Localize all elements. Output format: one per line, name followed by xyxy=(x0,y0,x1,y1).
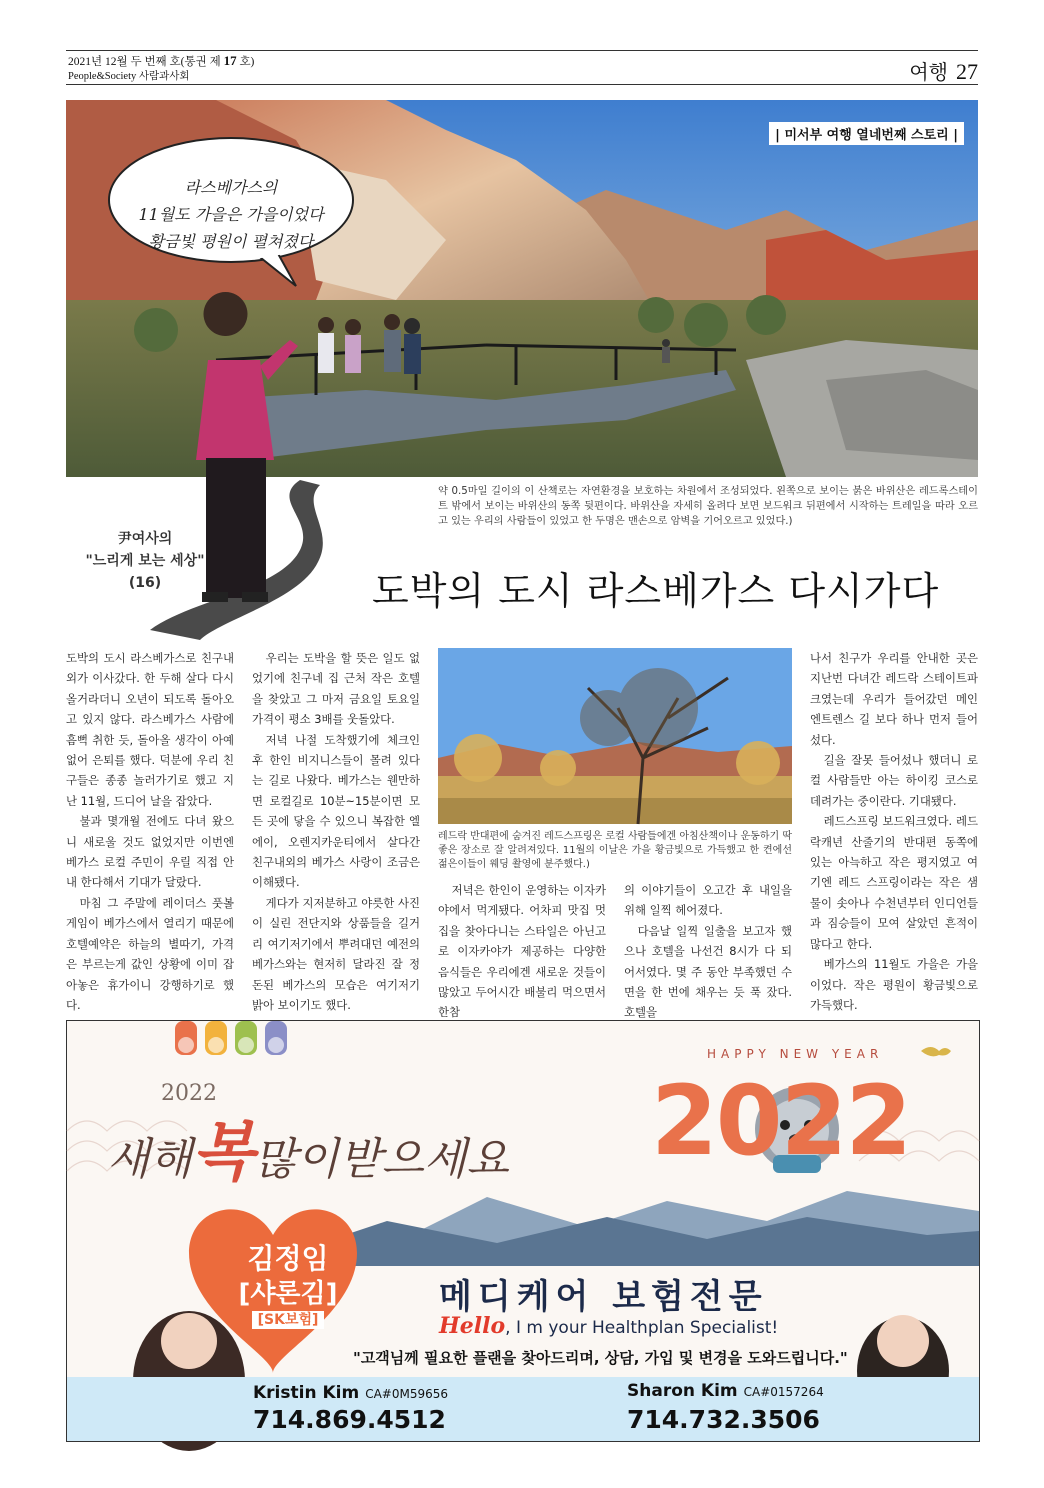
agent2-name: Sharon Kim CA#0157264 xyxy=(627,1381,824,1401)
article-column-1: 도박의 도시 라스베가스로 친구내외가 이사갔다. 한 두해 살다 다시 올거라더니 오년이 되도록 돌아오고 있지 않다. 라스베가스 사람에 흠뻑 취한 듯, 돌아올 생각이 아예 없어 은퇴를 했다. 덕분에 우리 친구들은 종종 놀러가기로 했고 지난 11월, 드디어 날을 잡았다. 불과 몇개월 전에도 다녀 왔으니 새로울 것도 없었지만 이번엔 베가스 로컬 주민이 우릴 직접 안내 한다해서 기대가 달랐다. 마침 그 주말에 레이더스 풋볼게임이 베가스에서 열리기 때문에 호텔예약은 하늘의 별따기, 가격은 부르는게 값인 상황에 이미 잡아놓은 휴가이니 강행하기로 했다. xyxy=(66,651,234,1012)
agent1-phone: 714.869.4512 xyxy=(253,1405,446,1434)
brand-line: People&Society 사람과사회 xyxy=(68,71,190,82)
header-top-rule xyxy=(66,50,978,51)
agent-heart-badge: 김정임 [샤론김] [SK보험] xyxy=(238,1242,338,1328)
article-column-3: 저녁은 한인이 운영하는 이자카야에서 먹게됐다. 어차피 맛집 멋집을 찾아다니는 스타일은 아닌고로 이자카야가 제공하는 다양한 음식들은 우리에겐 새로운 것들이 많았고 두어시간 배불리 먹으면서 한참 xyxy=(438,883,606,1020)
article-headline: 도박의 도시 라스베가스 다시가다 xyxy=(372,569,940,613)
bubble-line-1: 라스베가스의 xyxy=(184,178,278,197)
page-number: 27 xyxy=(956,59,978,84)
agent1-name: Kristin Kim CA#0M59656 xyxy=(253,1383,449,1403)
article-column-5: 나서 친구가 우리를 안내한 곳은 지난번 다녀간 레드락 스테이트파크였는데 우리가 들어갔던 메인 엔트렌스 길 보다 하나 먼저 들어섰다. 길을 잘못 들어섰나 했더니 로컬 사람들만 아는 하이킹 코스로 데려가는 중이란다. 기대됐다. 레드스프링 보드워크였다. 레드락캐년 산줄기의 반대편 동쪽에 있는 아늑하고 작은 평지였고 여기엔 레드 스프링이라는 작은 샘물이 솟아나 수천년부터 인디언들과 짐승들이 모여 살았던 흔적이 많다고 한다. 베가스의 11월도 가을은 가을이었다. 작은 평원이 황금빛으로 가득했다. xyxy=(810,651,978,1012)
medicare-headline: 메디케어 보험전문 xyxy=(439,1277,768,1317)
contact-band xyxy=(67,1377,979,1441)
header-bottom-rule xyxy=(66,84,978,85)
article-column-2: 우리는 도박을 할 뜻은 일도 없었기에 친구네 집 근처 작은 호텔을 찾았고 그 마저 금요일 토요일 가격이 평소 3배를 웃돌았다. 저녁 나절 도착했기에 체크인 후 한인 비지니스들이 몰려 있다는 길로 나왔다. 베가스는 웬만하면 로컬길로 10분~15분이면 모든 곳에 닿을 수 있으니 복잡한 엘에이, 오렌지카운티에서 살다간 친구내외의 베가스 사랑이 조금은 이해됐다. 게다가 지저분하고 야릇한 사진이 실린 전단지와 상품들을 길거리 여기저기에서 뿌려대던 예전의 베가스와는 현저히 달라진 잘 정돈된 베가스의 모습은 여기저기 밝아 보이기도 했다. xyxy=(252,651,420,1012)
column-label: 尹여사의 "느리게 보는 세상" (16) xyxy=(85,531,205,591)
speech-bubble xyxy=(106,136,356,276)
red-spring-photo xyxy=(438,648,792,824)
mid-photo-caption: 레드락 반대편에 숨겨진 레드스프링은 로컬 사람들에겐 아침산책이나 운동하기 딱 좋은 장소로 잘 알려져있다. 11월의 이날은 가을 황금빛으로 가득했고 한 켠에선 젊은이들이 웨딩 촬영에 분주했다.) xyxy=(438,831,792,870)
series-tag: | 미서부 여행 열네번째 스토리 | xyxy=(769,122,964,145)
new-year-greeting: 새해복많이받으세요 xyxy=(107,1115,509,1190)
ad-quote: "고객님께 필요한 플랜을 찾아드리며, 상담, 가입 및 변경을 도와드립니다." xyxy=(353,1349,848,1367)
section-title: 여행 27 xyxy=(909,59,978,84)
article-column-4: 의 이야기들이 오고간 후 내일을 위해 일찍 헤어졌다. 다음날 일찍 일출을 보고자 했으나 호텔을 나선건 8시가 다 되어서였다. 몇 주 동안 부족했던 수면을 한 번에 채우는 듯 푹 잤다. 호텔을 xyxy=(624,883,792,1020)
year-2022: 2022 xyxy=(651,1065,911,1177)
issue-line: 2021년 12월 두 번째 호(통권 제 17 호) xyxy=(68,53,255,68)
happy-new-year: HAPPY NEW YEAR xyxy=(707,1047,884,1061)
medicare-advertisement xyxy=(66,1020,980,1442)
hero-caption: 약 0.5마일 길이의 이 산책로는 자연환경을 보호하는 차원에서 조성되었다. 왼쪽으로 보이는 붉은 바위산은 레드록스테이트 밖에서 보이는 바위산의 동쪽 뒷편이다. 바위산을 자세히 올려다 보면 보드워크 뒤편에서 시작하는 트레일을 따라 오르고 있는 우리의 사람들이 있었고 한 두명은 맨손으로 암벽을 기어오르고 있었다.) xyxy=(438,486,978,527)
hello-tagline: Hello, I m your Healthplan Specialist! xyxy=(439,1313,779,1339)
greeting-year: 2022 xyxy=(161,1081,217,1106)
bubble-line-3: 황금빛 평원이 펼쳐졌다 xyxy=(148,232,314,251)
agent2-phone: 714.732.3506 xyxy=(627,1405,820,1434)
bubble-line-2: 11월도 가을은 가을이었다 xyxy=(138,205,324,224)
